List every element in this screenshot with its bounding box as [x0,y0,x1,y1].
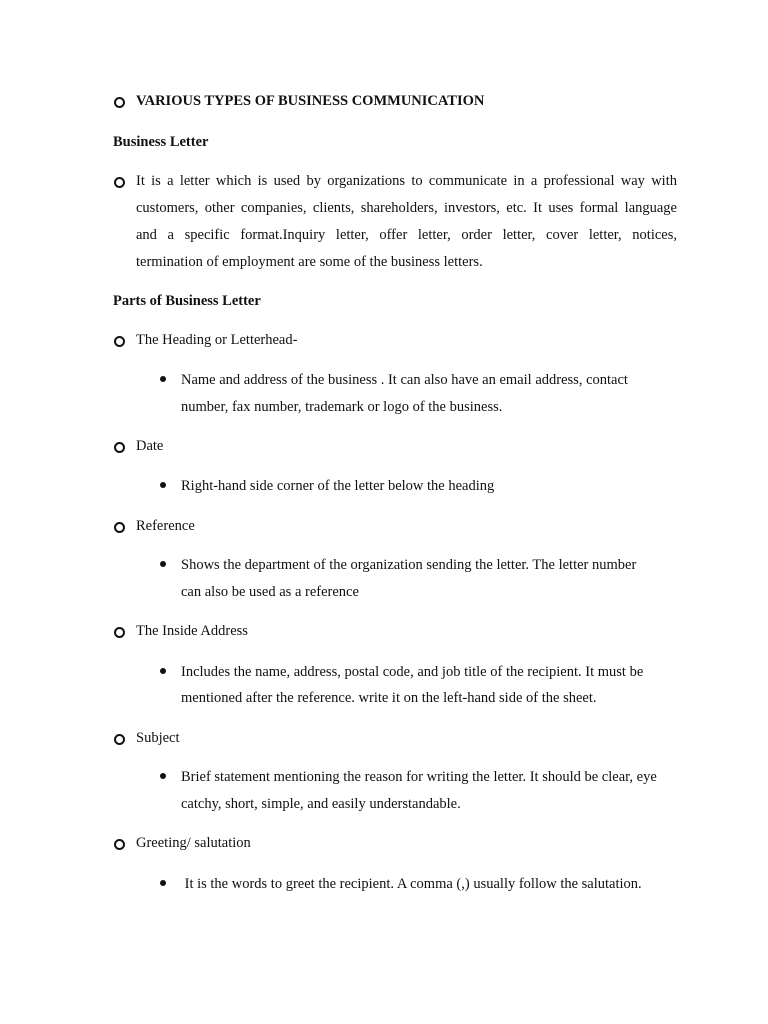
filled-bullet-icon [160,880,166,886]
filled-bullet-icon [160,561,166,567]
filled-bullet-icon [160,482,166,488]
hollow-bullet-icon [114,336,125,347]
part-detail-reference-1: Shows the department of the organization sending the letter. The letter number [181,557,637,573]
definition-line-3: and a specific format.Inquiry letter, offer letter, order letter, cover letter, notices, [136,227,677,243]
filled-bullet-icon [160,376,166,382]
hollow-bullet-icon [114,442,125,453]
hollow-bullet-icon [114,627,125,638]
hollow-bullet-icon [114,522,125,533]
part-detail-greeting-1: It is the words to greet the recipient. A comma (,) usually follow the salutation. [181,876,642,892]
part-title-date: Date [136,438,164,454]
hollow-bullet-icon [114,839,125,850]
part-title-heading: The Heading or Letterhead- [136,332,298,348]
part-title-inside-address: The Inside Address [136,623,248,639]
part-title-greeting: Greeting/ salutation [136,835,251,851]
part-detail-subject-1: Brief statement mentioning the reason for writing the letter. It should be clear, eye [181,769,657,785]
hollow-bullet-icon [114,734,125,745]
hollow-bullet-icon [114,177,125,188]
part-detail-inside-address-1: Includes the name, address, postal code, and job title of the recipient. It must be [181,664,644,680]
part-title-reference: Reference [136,518,195,534]
filled-bullet-icon [160,773,166,779]
part-detail-reference-2: can also be used as a reference [181,584,359,600]
definition-line-2: customers, other companies, clients, shareholders, investors, etc. It uses formal language [136,200,677,216]
hollow-bullet-icon [114,97,125,108]
part-detail-heading-2: number, fax number, trademark or logo of the business. [181,399,503,415]
part-detail-subject-2: catchy, short, simple, and easily understandable. [181,796,461,812]
definition-line-4: termination of employment are some of the business letters. [136,254,483,270]
part-detail-date-1: Right-hand side corner of the letter below the heading [181,478,495,494]
part-detail-inside-address-2: mentioned after the reference. write it on the left-hand side of the sheet. [181,690,597,706]
filled-bullet-icon [160,668,166,674]
section-title-business-letter: Business Letter [113,134,209,150]
part-detail-heading-1: Name and address of the business . It can also have an email address, contact [181,372,628,388]
definition-line-1: It is a letter which is used by organizations to communicate in a professional way with [136,173,677,189]
main-heading: VARIOUS TYPES OF BUSINESS COMMUNICATION [136,93,485,109]
section-title-parts: Parts of Business Letter [113,293,261,309]
part-title-subject: Subject [136,730,180,746]
